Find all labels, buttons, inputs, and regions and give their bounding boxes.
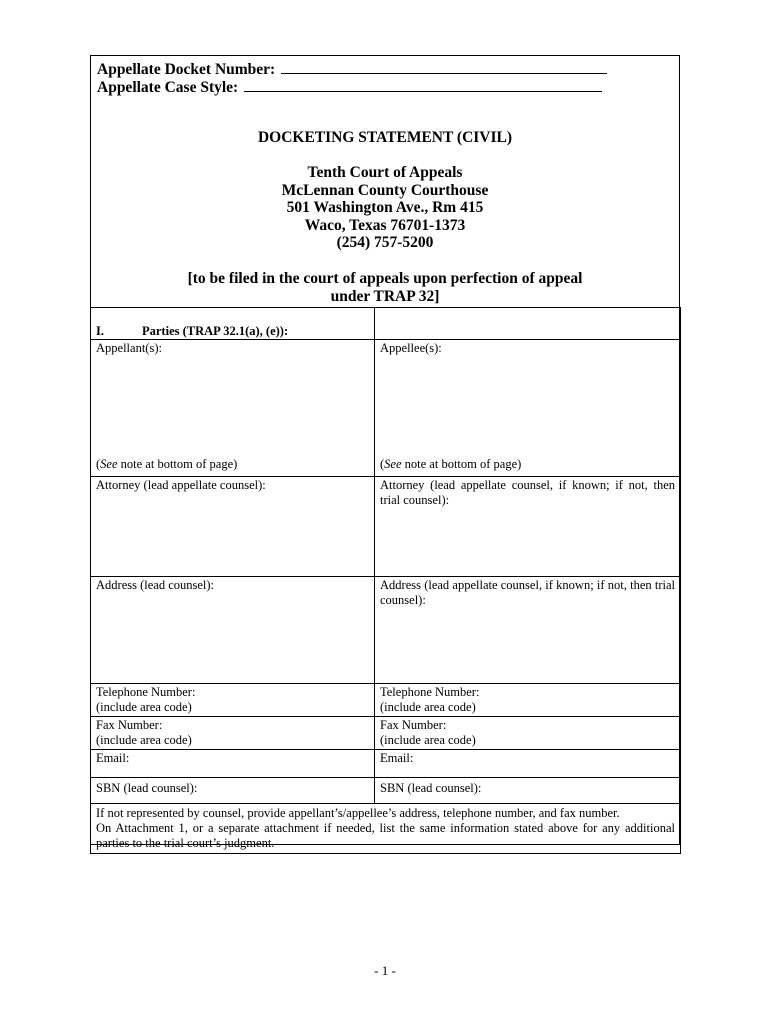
parties-table	[90, 307, 681, 854]
docket-number-line	[97, 59, 607, 79]
appellee-fax-cell[interactable]	[375, 717, 681, 750]
email-row	[91, 750, 681, 778]
appellant-fax-label: Fax Number:	[96, 718, 163, 732]
appellant-telephone-cell[interactable]	[91, 684, 375, 717]
appellant-label: Appellant(s):	[96, 341, 162, 355]
appellant-address-label: Address (lead counsel):	[96, 578, 215, 592]
footer-note-line-1: If not represented by counsel, provide appellant’s/appellee’s address, telephone number, and fax number.	[96, 806, 620, 820]
appellant-attorney-label: Attorney (lead appellate counsel):	[96, 478, 266, 492]
case-style-line	[97, 77, 602, 97]
form-frame	[90, 55, 680, 850]
address-row	[91, 577, 681, 684]
case-style-label: Appellate Case Style:	[97, 79, 239, 96]
section-heading-blank	[375, 308, 681, 340]
section-heading	[91, 308, 375, 340]
fax-row	[91, 717, 681, 750]
court-building: McLennan County Courthouse	[281, 181, 489, 199]
docket-number-field[interactable]	[281, 59, 607, 74]
attorney-row	[91, 477, 681, 577]
appellant-sbn-label: SBN (lead counsel):	[96, 781, 198, 795]
section-number: I.	[96, 324, 104, 338]
appellee-telephone-label: Telephone Number:	[380, 685, 480, 699]
appellant-address-cell[interactable]	[91, 577, 375, 684]
page-number: - 1 -	[374, 963, 396, 978]
appellant-email-label: Email:	[96, 751, 130, 765]
appellee-attorney-cell[interactable]	[375, 477, 681, 577]
appellant-attorney-cell[interactable]	[91, 477, 375, 577]
party-row	[91, 340, 681, 477]
form-header	[91, 56, 679, 308]
filing-note-line-2: under TRAP 32]	[330, 287, 440, 305]
appellee-telephone-sub: (include area code)	[380, 700, 476, 714]
appellee-address-label: Address (lead appellate counsel, if known; if not, then trial counsel):	[380, 578, 675, 607]
appellant-fax-cell[interactable]	[91, 717, 375, 750]
sbn-row	[91, 778, 681, 804]
appellee-fax-label: Fax Number:	[380, 718, 447, 732]
court-phone: (254) 757-5200	[336, 234, 434, 251]
filing-note-line-1: [to be filed in the court of appeals upon perfection of appeal	[187, 270, 583, 287]
docket-number-label: Appellate Docket Number:	[97, 61, 276, 78]
section-header-row	[91, 308, 681, 340]
court-city: Waco, Texas 76701-1373	[304, 216, 466, 234]
appellee-sbn-label: SBN (lead counsel):	[380, 781, 482, 795]
appellant-email-cell[interactable]	[91, 750, 375, 778]
appellee-sbn-cell[interactable]	[375, 778, 681, 804]
appellant-sbn-cell[interactable]	[91, 778, 375, 804]
appellee-fax-sub: (include area code)	[380, 733, 476, 747]
appellee-telephone-cell[interactable]	[375, 684, 681, 717]
footer-note-row	[91, 804, 681, 854]
appellee-see-note: (See note at bottom of page)	[380, 457, 522, 471]
appellant-telephone-sub: (include area code)	[96, 700, 192, 714]
appellant-see-note: (See note at bottom of page)	[96, 457, 238, 471]
footer-note-cell	[91, 804, 681, 854]
telephone-row	[91, 684, 681, 717]
section-title: Parties (TRAP 32.1(a), (e)):	[142, 324, 289, 338]
appellee-address-cell[interactable]	[375, 577, 681, 684]
appellant-telephone-label: Telephone Number:	[96, 685, 196, 699]
court-name: Tenth Court of Appeals	[307, 164, 463, 181]
appellee-cell[interactable]	[375, 340, 681, 477]
appellant-fax-sub: (include area code)	[96, 733, 192, 747]
appellee-email-label: Email:	[380, 751, 414, 765]
form-title: DOCKETING STATEMENT (CIVIL)	[257, 129, 513, 146]
footer-note-line-2: On Attachment 1, or a separate attachment if needed, list the same information stated above for any additional parties to the trial court’s judgment.	[96, 821, 675, 850]
appellee-attorney-label: Attorney (lead appellate counsel, if known; if not, then trial counsel):	[380, 478, 675, 507]
court-street: 501 Washington Ave., Rm 415	[286, 199, 484, 216]
appellant-cell[interactable]	[91, 340, 375, 477]
appellee-label: Appellee(s):	[380, 341, 442, 355]
case-style-field[interactable]	[244, 77, 602, 92]
appellee-email-cell[interactable]	[375, 750, 681, 778]
